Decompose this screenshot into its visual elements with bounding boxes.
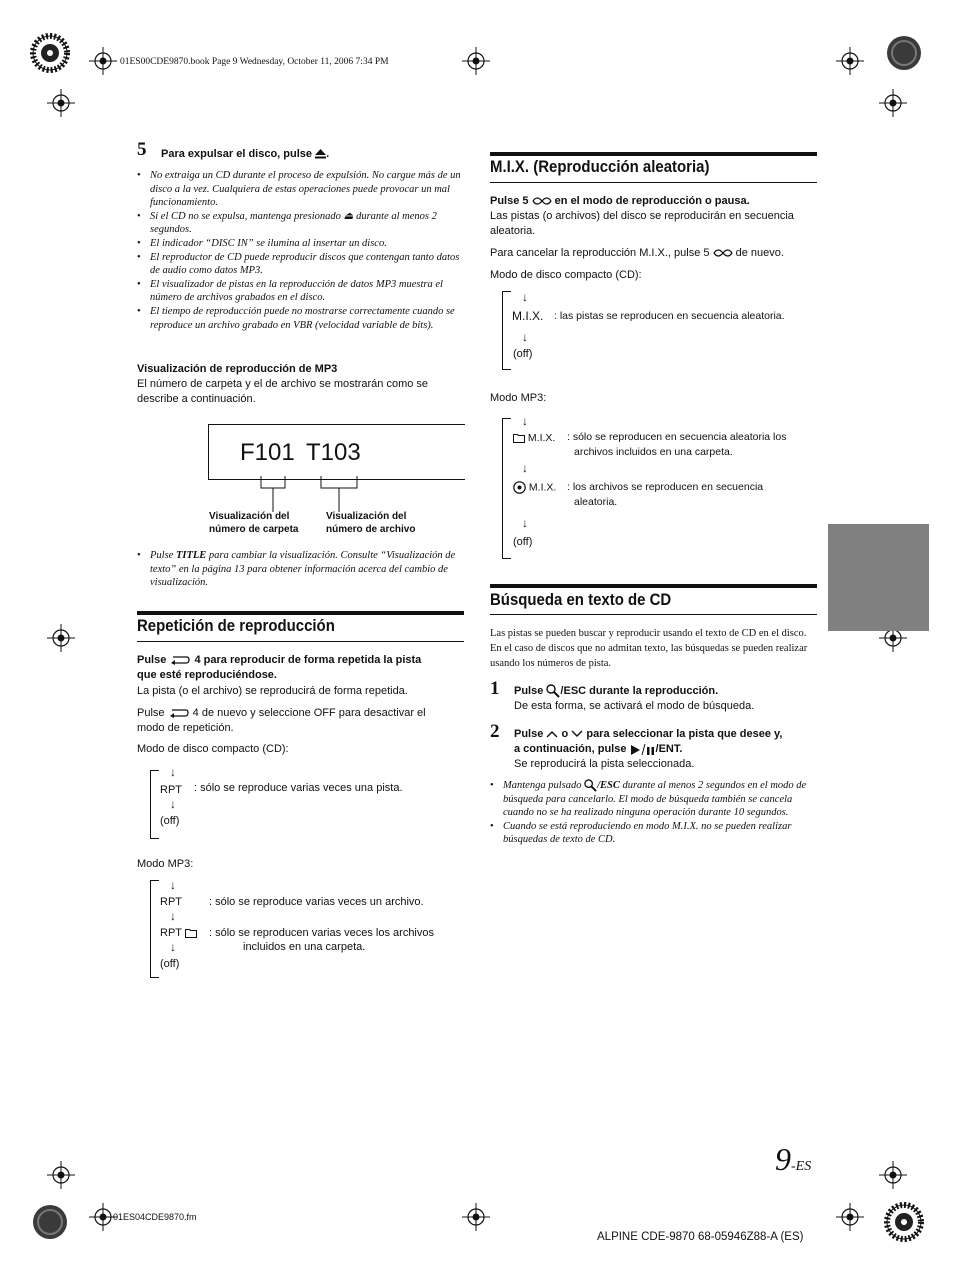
search-icon — [584, 779, 597, 792]
mix-mp3-off: (off) — [513, 536, 533, 548]
mix-mp3-folder-desc: : sólo se reproducen en secuencia aleatoria los archivos incluidos en una carpeta. — [567, 431, 787, 458]
eject-note: • No extraiga un CD durante el proceso de expulsión. No cargue más de un disco a la vez. Cualquiera de estas operaciones puede provocar un mal funcionamiento. — [137, 169, 467, 210]
mix-mp3-folder: M.I.X. — [513, 432, 555, 445]
search-step-2: Pulse o para seleccionar la pista que desee y, a continuación, pulse /ENT. — [514, 728, 783, 755]
repeat-mp3-rpt-folder: RPT — [160, 926, 197, 940]
repeat-cd-diagram — [150, 770, 159, 839]
search-intro: Las pistas se pueden buscar y reproducir usando el texto de CD en el disco. En el caso de discos que no admitan texto, las búsquedas se pueden realizar usando los números de pista. — [490, 628, 808, 669]
mix-mp3-diagram — [502, 418, 511, 559]
search-icon — [546, 684, 560, 698]
repeat-cd-off: (off) — [160, 815, 180, 827]
repeat-icon — [169, 655, 191, 665]
eject-note: • El indicador “DISC IN” se ilumina al insertar un disco. — [137, 237, 467, 251]
mp3-display-title: Visualización de reproducción de MP3 — [137, 363, 338, 375]
search-step-1-body: De esta forma, se activará el modo de búsqueda. — [514, 700, 755, 712]
reg-dark-top-right — [887, 36, 921, 70]
play-pause-icon — [630, 743, 656, 755]
mix-cd-mix: M.I.X. — [512, 309, 544, 323]
repeat-heading: Repetición de reproducción — [137, 616, 335, 635]
mix-cd-mix-desc: : las pistas se reproducen en secuencia aleatoria. — [554, 310, 785, 322]
step-number-2: 2 — [490, 721, 500, 742]
step-number-1: 1 — [490, 678, 500, 699]
repeat-mp3-diagram — [150, 880, 159, 978]
eject-icon — [315, 149, 326, 159]
disc-icon — [513, 481, 526, 494]
print-header: 01ES00CDE9870.book Page 9 Wednesday, October 11, 2006 7:34 PM — [120, 57, 389, 67]
eject-note: • Si el CD no se expulsa, mantenga presionado ⏏ durante al menos 2 segundos. — [137, 210, 467, 237]
chevron-down-icon — [571, 730, 583, 738]
track-number-text: T103 — [306, 439, 361, 466]
reg-sun-top-left — [33, 36, 67, 70]
footer-file-code: 01ES04CDE9870.fm — [113, 1212, 197, 1222]
folder-number-text: F101 — [240, 439, 295, 466]
mix-heading: M.I.X. (Reproducción aleatoria) — [490, 157, 710, 176]
mix-mp3-disc: M.I.X. — [513, 481, 556, 494]
mix-instruction: Pulse 5 en el modo de reproducción o pausa. — [490, 195, 750, 207]
search-heading: Búsqueda en texto de CD — [490, 590, 672, 609]
eject-note: • El tiempo de reproducción puede no mostrarse correctamente cuando se reproduce un archivo grabado en VBR (velocidad variable de bits). — [137, 305, 467, 332]
shuffle-icon — [532, 196, 552, 206]
search-step-1: Pulse /ESC durante la reproducción. — [514, 685, 719, 697]
search-step-2-body: Se reproducirá la pista seleccionada. — [514, 758, 695, 770]
chevron-up-icon — [546, 730, 558, 738]
repeat-mp3-rpt-folder-desc: : sólo se reproducen varias veces los archivos incluidos en una carpeta. — [209, 927, 434, 953]
footer-model: ALPINE CDE-9870 68-05946Z88-A (ES) — [597, 1231, 804, 1243]
repeat-icon — [168, 708, 190, 718]
folder-icon — [185, 928, 197, 938]
search-notes: • Mantenga pulsado /ESC durante al menos 2 segundos en el modo de búsqueda para cancelarlo. El modo de búsqueda también se cancela cuando no se ha realizado ninguna operación durante 10 segundos. • Cuando se está reproduciendo en modo M.I.X. no se pueden realizar búsquedas de texto de CD. — [490, 779, 818, 847]
repeat-mp3-off: (off) — [160, 958, 180, 970]
mix-cd-off: (off) — [513, 348, 533, 360]
mix-cd-diagram — [502, 291, 511, 370]
display-leader-lines — [200, 470, 400, 515]
repeat-body-1: La pista (o el archivo) se reproducirá de forma repetida. — [137, 685, 408, 697]
label-folder-number: Visualización del número de carpeta — [209, 511, 299, 535]
repeat-instruction: Pulse 4 para reproducir de forma repetida la pista que esté reproduciéndose. — [137, 654, 422, 681]
mix-mp3-disc-desc: : los archivos se reproducen en secuencia aleatoria. — [567, 481, 764, 508]
reg-dark-bottom-left — [33, 1205, 67, 1239]
label-file-number: Visualización del número de archivo — [326, 511, 416, 535]
shuffle-icon — [713, 248, 733, 258]
page-number: 9-ES — [775, 1141, 812, 1177]
eject-note: • El reproductor de CD puede reproducir discos que contengan tanto datos de audio como datos MP3. — [137, 251, 467, 278]
eject-notes — [137, 169, 467, 332]
repeat-mp3-rpt-desc: : sólo se reproduce varias veces un archivo. — [209, 896, 424, 908]
repeat-cd-mode-label: Modo de disco compacto (CD): — [137, 743, 289, 755]
repeat-cd-rpt: RPT — [160, 784, 182, 796]
mp3-display-body: El número de carpeta y el de archivo se mostrarán como se describe a continuación. — [137, 378, 429, 405]
step-number-5: 5 — [137, 139, 147, 160]
section-tab — [828, 524, 929, 631]
title-note: • Pulse TITLE para cambiar la visualización. Consulte “Visualización de texto” en la página 13 para obtener información acerca del cambio de visualización. — [137, 549, 465, 590]
repeat-mp3-rpt: RPT — [160, 896, 182, 908]
eject-instruction: Para expulsar el disco, pulse . — [161, 148, 330, 160]
reg-sun-bottom-right — [887, 1205, 921, 1239]
mix-cd-mode-label: Modo de disco compacto (CD): — [490, 269, 642, 281]
eject-note: • El visualizador de pistas en la reproducción de datos MP3 muestra el número de archivos grabados en el disco. — [137, 278, 467, 305]
repeat-body-2: Pulse 4 de nuevo y seleccione OFF para desactivar el modo de repetición. — [137, 707, 426, 734]
folder-icon — [513, 433, 525, 443]
mix-mp3-mode-label: Modo MP3: — [490, 392, 547, 404]
mix-body-1: Las pistas (o archivos) del disco se reproducirán en secuencia aleatoria. — [490, 210, 794, 237]
repeat-mp3-mode-label: Modo MP3: — [137, 858, 194, 870]
repeat-cd-rpt-desc: : sólo se reproduce varias veces una pista. — [194, 782, 403, 794]
mix-body-2: Para cancelar la reproducción M.I.X., pulse 5 de nuevo. — [490, 247, 784, 259]
